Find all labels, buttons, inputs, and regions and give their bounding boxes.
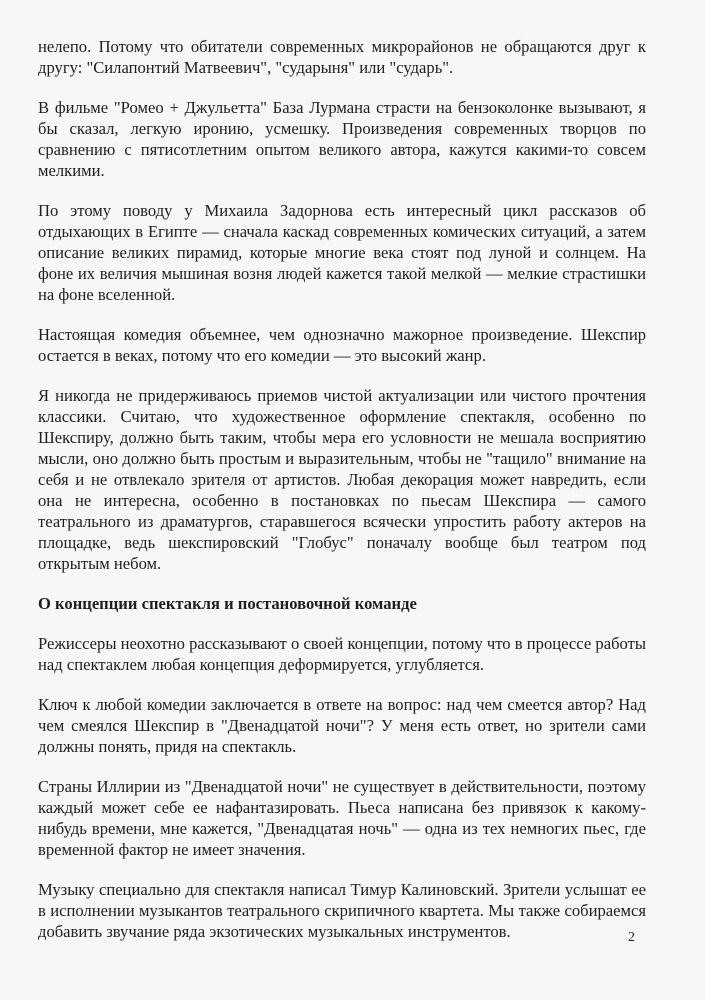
page-number: 2 [628, 930, 635, 945]
paragraph-9: Музыку специально для спектакля написал Тимур Калиновский. Зрители услышат ее в исполнении музыкантов театрального скрипичного квартета. Мы также собираемся добавить звучание ряда экзотических музыкальных инструментов. [38, 880, 646, 941]
page-body [38, 36, 646, 961]
paragraph-8: Страны Иллирии из "Двенадцатой ночи" не существует в действительности, поэтому каждый может себе ее нафантазировать. Пьеса написана без привязок к какому-нибудь времени, мне кажется, "Двенадцатая ночь" — одна из тех немногих пьес, где временной фактор не имеет значения. [38, 777, 646, 859]
paragraph-3: По этому поводу у Михаила Задорнова есть интересный цикл рассказов об отдыхающих в Египте — сначала каскад современных комических ситуаций, а затем описание великих пирамид, которые многие века стоят под луной и солнцем. На фоне их величия мышиная возня людей кажется такой мелкой — мелкие страстишки на фоне вселенной. [38, 201, 646, 304]
section-heading: О концепции спектакля и постановочной команде [38, 594, 417, 613]
paragraph-5: Я никогда не придерживаюсь приемов чистой актуализации или чистого прочтения классики. Считаю, что художественное оформление спектакля, особенно по Шекспиру, должно быть таким, чтобы мера его условности не мешала восприятию мысли, оно должно быть простым и выразительным, чтобы не "тащило" внимание на себя и не отвлекало зрителя от артистов. Любая декорация может навредить, если она не интересна, особенно в постановках по пьесам Шекспира — самого театрального из драматургов, старавшегося всячески упростить работу актеров на площадке, ведь шекспировский "Глобус" поначалу вообще был театром под открытым небом. [38, 386, 646, 573]
paragraph-7: Ключ к любой комедии заключается в ответе на вопрос: над чем смеется автор? Над чем смеялся Шекспир в "Двенадцатой ночи"? У меня есть ответ, но зрители сами должны понять, придя на спектакль. [38, 695, 646, 756]
paragraph-6: Режиссеры неохотно рассказывают о своей концепции, потому что в процессе работы над спектаклем любая концепция деформируется, углубляется. [38, 634, 646, 674]
paragraph-1: нелепо. Потому что обитатели современных микрорайонов не обращаются друг к другу: "Силапонтий Матвеевич", "сударыня" или "сударь". [38, 37, 646, 77]
paragraph-2: В фильме "Ромео + Джульетта" База Лурмана страсти на бензоколонке вызывают, я бы сказал, легкую иронию, усмешку. Произведения современных творцов по сравнению с пятисотлетним опытом великого автора, кажутся какими-то совсем мелкими. [38, 98, 646, 180]
paragraph-4: Настоящая комедия объемнее, чем однозначно мажорное произведение. Шекспир остается в веках, потому что его комедии — это высокий жанр. [38, 325, 646, 365]
